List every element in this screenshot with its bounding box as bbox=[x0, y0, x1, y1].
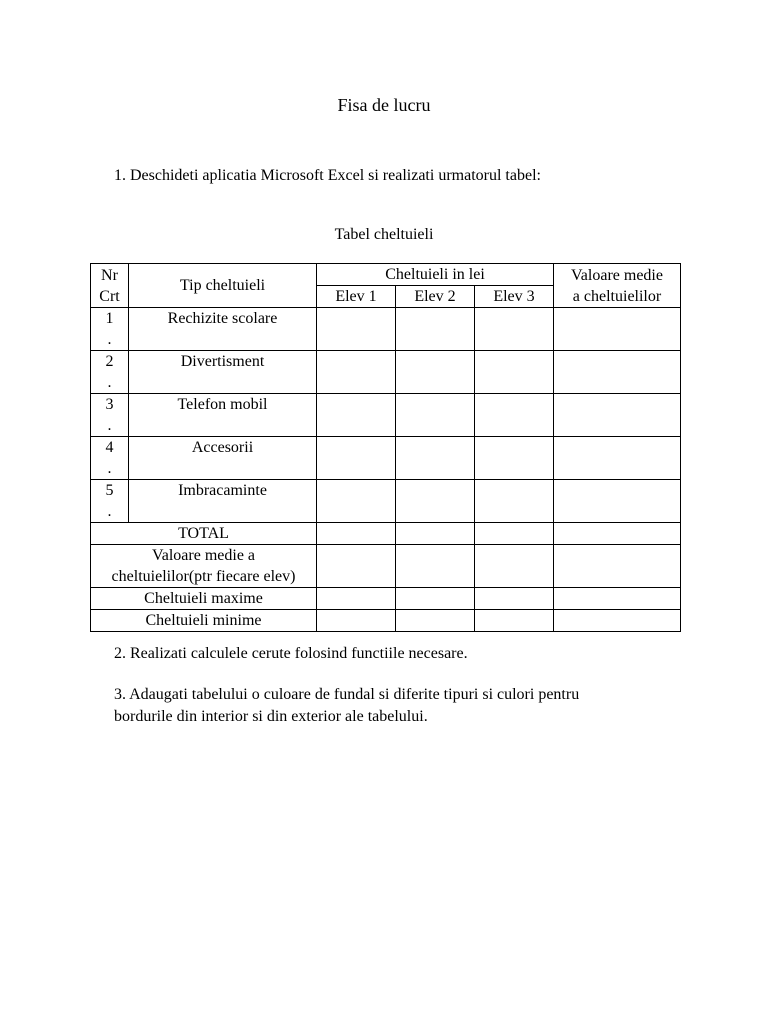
cell-valoare-medie bbox=[554, 394, 681, 437]
cell-elev-3 bbox=[475, 351, 554, 394]
cell-elev-1 bbox=[317, 545, 396, 588]
average-label: Valoare medie a cheltuielilor(ptr fiecare elev) bbox=[91, 545, 317, 588]
cell-elev-2 bbox=[396, 437, 475, 480]
cell-elev-3 bbox=[475, 588, 554, 610]
row-expense-type: Rechizite scolare bbox=[129, 308, 317, 351]
total-row bbox=[91, 523, 681, 545]
cell-elev-2 bbox=[396, 545, 475, 588]
cell-valoare-medie bbox=[554, 437, 681, 480]
cell-elev-1 bbox=[317, 351, 396, 394]
table-row bbox=[91, 480, 681, 523]
max-row bbox=[91, 588, 681, 610]
cell-elev-2 bbox=[396, 308, 475, 351]
cell-elev-1 bbox=[317, 437, 396, 480]
min-row bbox=[91, 610, 681, 632]
average-row bbox=[91, 545, 681, 588]
row-number: 2 . bbox=[91, 351, 129, 394]
cell-elev-2 bbox=[396, 588, 475, 610]
header-nr-crt: Nr Crt bbox=[91, 264, 129, 308]
cell-elev-1 bbox=[317, 523, 396, 545]
table-row bbox=[91, 437, 681, 480]
header-elev-1: Elev 1 bbox=[317, 286, 396, 308]
cell-valoare-medie bbox=[554, 610, 681, 632]
task-3-line-2: bordurile din interior si din exterior ale tabelului. bbox=[114, 708, 428, 725]
row-expense-type: Imbracaminte bbox=[129, 480, 317, 523]
cell-valoare-medie bbox=[554, 351, 681, 394]
row-expense-type: Divertisment bbox=[129, 351, 317, 394]
table-caption: Tabel cheltuieli bbox=[334, 226, 434, 243]
cell-elev-3 bbox=[475, 437, 554, 480]
max-label: Cheltuieli maxime bbox=[91, 588, 317, 610]
cell-elev-3 bbox=[475, 523, 554, 545]
cell-elev-2 bbox=[396, 610, 475, 632]
row-number: 4 . bbox=[91, 437, 129, 480]
header-elev-3: Elev 3 bbox=[475, 286, 554, 308]
cell-elev-2 bbox=[396, 480, 475, 523]
task-3-text bbox=[114, 684, 674, 728]
header-elev-2: Elev 2 bbox=[396, 286, 475, 308]
cell-elev-1 bbox=[317, 480, 396, 523]
cell-elev-1 bbox=[317, 588, 396, 610]
cell-valoare-medie bbox=[554, 480, 681, 523]
cell-elev-3 bbox=[475, 394, 554, 437]
header-valoare-medie: Valoare medie a cheltuielilor bbox=[554, 264, 681, 308]
table-row bbox=[91, 394, 681, 437]
cell-valoare-medie bbox=[554, 545, 681, 588]
expenses-table bbox=[90, 263, 681, 632]
task-2-text: 2. Realizati calculele cerute folosind functiile necesare. bbox=[114, 645, 468, 662]
header-tip-cheltuieli: Tip cheltuieli bbox=[129, 264, 317, 308]
row-number: 5 . bbox=[91, 480, 129, 523]
table-row bbox=[91, 308, 681, 351]
table-row bbox=[91, 351, 681, 394]
total-label: TOTAL bbox=[91, 523, 317, 545]
page-title: Fisa de lucru bbox=[337, 95, 431, 115]
header-cheltuieli-in-lei: Cheltuieli in lei bbox=[317, 264, 554, 286]
task-1-text: 1. Deschideti aplicatia Microsoft Excel si realizati urmatorul tabel: bbox=[114, 167, 541, 184]
cell-elev-2 bbox=[396, 351, 475, 394]
cell-elev-3 bbox=[475, 480, 554, 523]
row-expense-type: Accesorii bbox=[129, 437, 317, 480]
cell-elev-1 bbox=[317, 610, 396, 632]
task-3-line-1: 3. Adaugati tabelului o culoare de fundal si diferite tipuri si culori pentru bbox=[114, 686, 580, 703]
cell-valoare-medie bbox=[554, 588, 681, 610]
cell-elev-3 bbox=[475, 308, 554, 351]
cell-elev-2 bbox=[396, 394, 475, 437]
row-expense-type: Telefon mobil bbox=[129, 394, 317, 437]
cell-valoare-medie bbox=[554, 308, 681, 351]
cell-elev-1 bbox=[317, 308, 396, 351]
cell-elev-3 bbox=[475, 545, 554, 588]
min-label: Cheltuieli minime bbox=[91, 610, 317, 632]
cell-elev-1 bbox=[317, 394, 396, 437]
row-number: 3 . bbox=[91, 394, 129, 437]
cell-elev-2 bbox=[396, 523, 475, 545]
cell-valoare-medie bbox=[554, 523, 681, 545]
row-number: 1 . bbox=[91, 308, 129, 351]
cell-elev-3 bbox=[475, 610, 554, 632]
